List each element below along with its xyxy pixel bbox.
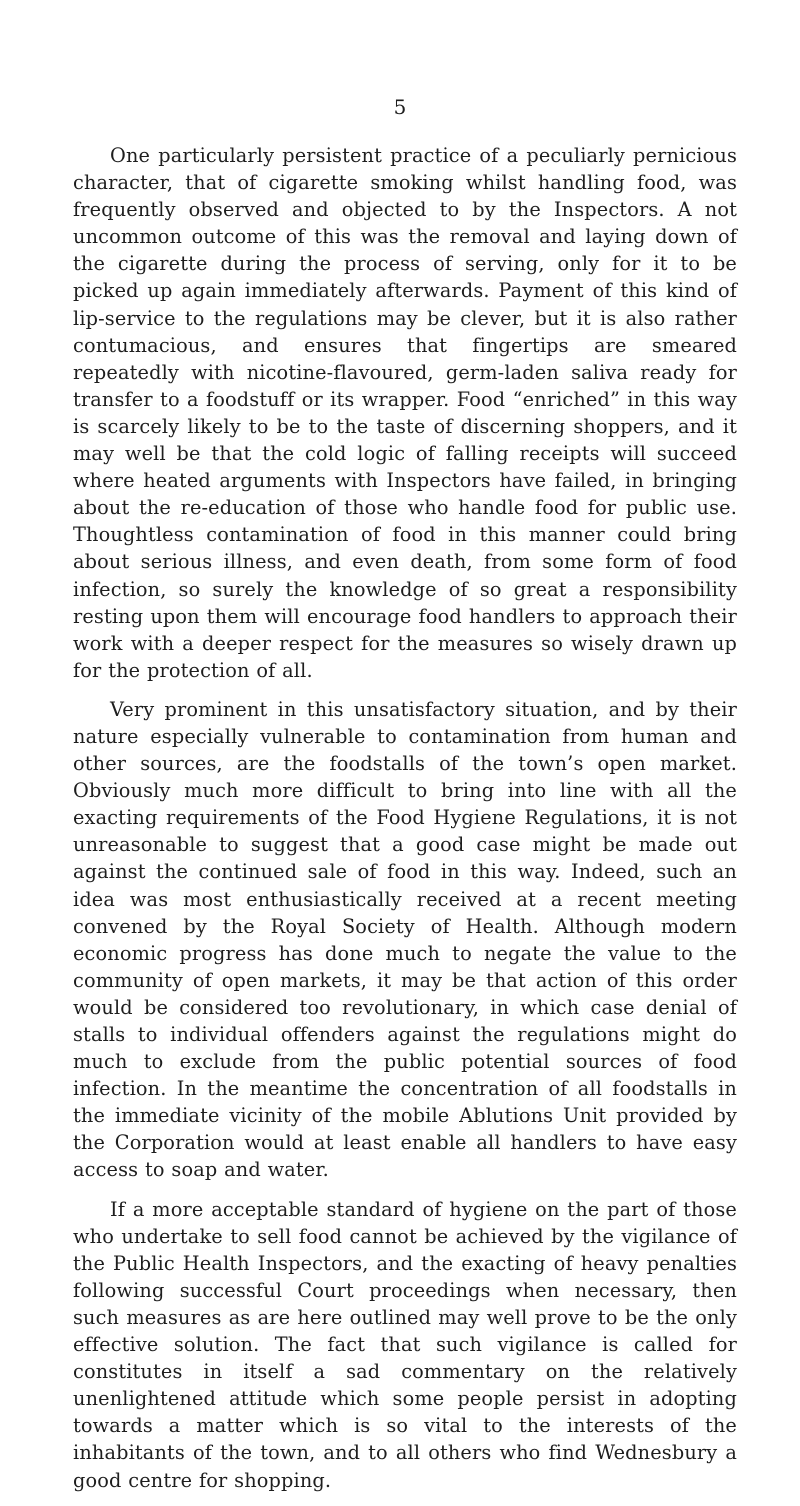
paragraph-open-market-foodstalls: Very prominent in this unsatisfactory situation, and by their nature especially vulnerable to contamination from human and other sources, are the foodstalls of the town’s open market. Obviously much more difficult to bring into line with all the exacting requirements of the Food Hygiene Regulations, it is not unreasonable to suggest that a good case might be made out against the continued sale of food in this way. Indeed, such an idea was most enthusiastically received at a recent meeting convened by the Royal Society of Health. Although modern economic progress has done much to negate the value to the community of open markets, it may be that action of this order would be considered too revolutionary, in which case denial of stalls to individual offenders against the regulations might do much to exclude from the public potential sources of food infection. In the meantime the concentration of all foodstalls in the immediate vicinity of the mobile Ablutions Unit provided by the Corporation would at least enable all handlers to have easy access to soap and water. (73, 697, 737, 1182)
paragraph-smoking-whilst-handling-food: One particularly persistent practice of a peculiarly pernicious character, that of cigarette smoking whilst handling food, was frequently observed and objected to by the Inspectors. A not uncommon outcome of this was the removal and laying down of the cigarette during the process of serving, only for it to be picked up again immediately afterwards. Payment of this kind of lip-service to the regulations may be clever, but it is also rather contumacious, and ensures that fingertips are smeared repeatedly with nicotine-flavoured, germ-laden saliva ready for transfer to a foodstuff or its wrapper. Food “enriched” in this way is scarcely likely to be to the taste of discerning shoppers, and it may well be that the cold logic of falling receipts will succeed where heated arguments with Inspectors have failed, in bringing about the re-education of those who handle food for public use. Thoughtless contamination of food in this manner could bring about serious illness, and even death, from some form of food infection, so surely the knowledge of so great a responsibility resting upon them will encourage food handlers to approach their work with a deeper respect for the measures so wisely drawn up for the protection of all. (73, 144, 737, 682)
document-body (73, 142, 737, 1506)
page-number: 5 (393, 95, 407, 119)
paragraph-hygiene-standards-conclusion: If a more acceptable standard of hygiene on the part of those who undertake to sell food cannot be achieved by the vigilance of the Public Health Inspectors, and the exacting of heavy penalties following successful Court proceedings when necessary, then such measures as are here outlined may well prove to be the only effective solution. The fact that such vigilance is called for constitutes in itself a sad commentary on the relatively unenlightened attitude which some people persist in adopting towards a matter which is so vital to the interests of the inhabitants of the town, and to all others who find Wednesbury a good centre for shopping. (73, 1197, 737, 1492)
